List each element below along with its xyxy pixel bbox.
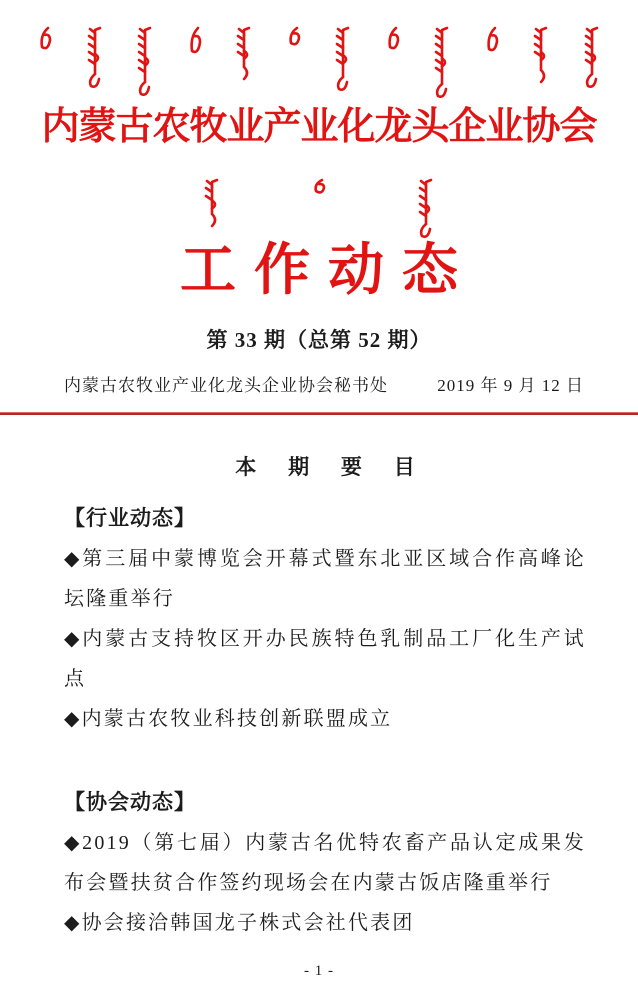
publisher-name: 内蒙古农牧业产业化龙头企业协会秘书处 [64,376,388,396]
toc-heading: 本 期 要 目 [235,456,428,480]
section-title: 【协会动态】 [64,791,196,815]
mongolian-glyph [433,26,451,98]
mongolian-glyph [37,26,53,52]
mongolian-glyph [286,26,302,48]
section-title: 【行业动态】 [64,507,196,531]
publication-info-row [64,371,586,396]
mongolian-glyph [187,26,203,56]
mongolian-glyph [235,26,253,81]
bulletin-title: 工作动态 [180,239,476,302]
mongolian-glyph [203,178,221,228]
section-association-news [64,783,586,943]
table-of-contents [64,451,586,943]
toc-item: ◆第三届中蒙博览会开幕式暨东北亚区域合作高峰论坛隆重举行 [64,548,586,611]
mongolian-glyph [334,26,352,91]
mongolian-glyph [311,178,327,196]
toc-item: ◆2019（第七届）内蒙古名优特农畜产品认定成果发布会暨扶贫合作签约现场会在内蒙古饭店隆重举行 [64,832,586,895]
publish-date: 2019 年 9 月 12 日 [437,376,584,396]
toc-item: ◆内蒙古农牧业科技创新联盟成立 [64,708,393,731]
mongolian-script-subtitle [203,178,435,240]
toc-item: ◆内蒙古支持牧区开办民族特色乳制品工厂化生产试点 [64,628,586,691]
mongolian-glyph [583,26,601,88]
mongolian-glyph [86,26,104,88]
association-title: 内蒙古农牧业产业化龙头企业协会 [41,106,597,148]
bulletin-page [0,26,638,988]
toc-item: ◆协会接洽韩国龙子株式会社代表团 [64,912,415,935]
mongolian-glyph [136,26,154,96]
page-number: - 1 - [304,963,334,979]
mongolian-glyph [484,26,500,54]
red-divider-line [0,412,638,415]
issue-number: 第 33 期（总第 52 期） [206,328,432,353]
mongolian-script-header [37,26,601,98]
mongolian-glyph [385,26,401,52]
section-industry-news [64,499,586,739]
mongolian-glyph [417,178,435,238]
mongolian-glyph [532,26,550,84]
